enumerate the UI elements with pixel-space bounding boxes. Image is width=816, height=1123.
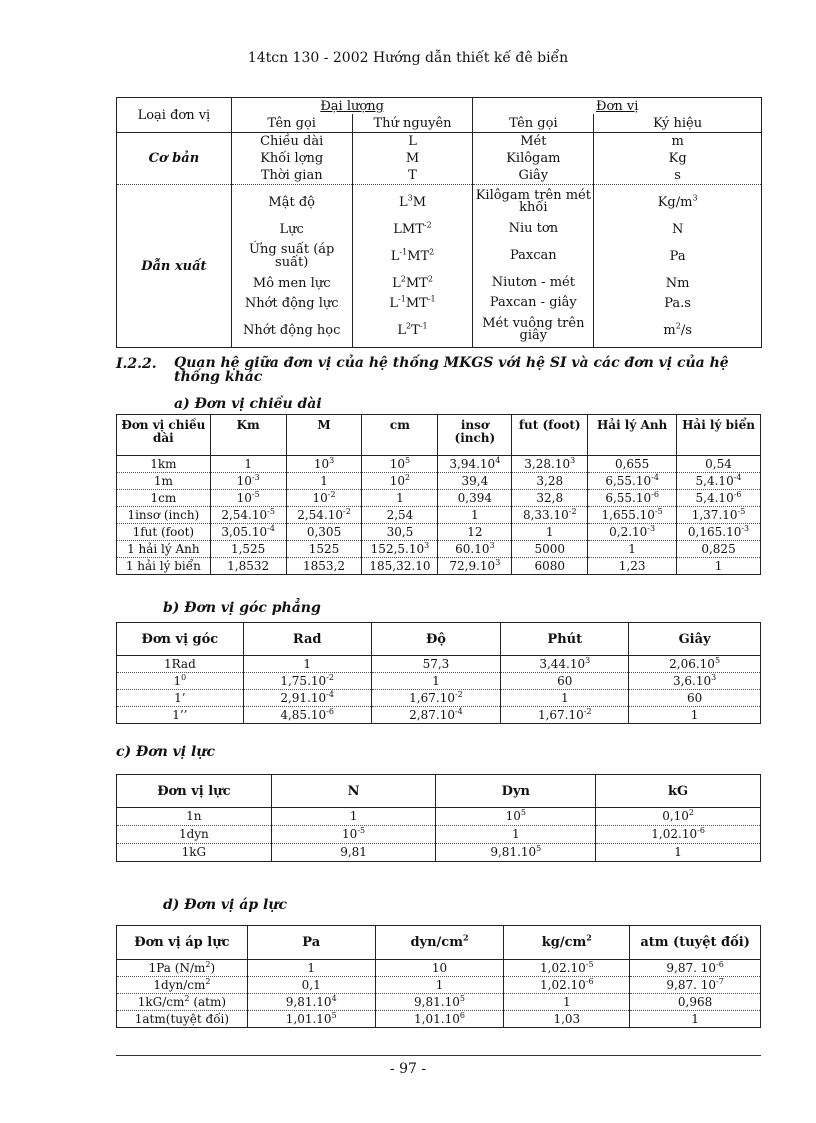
table-row: [117, 844, 761, 862]
table-cell: 1 hải lý Anh: [117, 541, 211, 558]
table-cell: $1^0$: [117, 673, 244, 690]
table-cell: 1,23: [588, 558, 677, 575]
table-cell: 1: [362, 490, 438, 507]
table-cell: 5000: [512, 541, 588, 558]
units-row: [117, 133, 762, 151]
table-row: [117, 960, 761, 977]
unit-name-cell: Kilôgam trên mét khối: [473, 185, 594, 220]
units-table: [116, 97, 762, 348]
table-cell: 0,1: [247, 977, 375, 994]
co-ban-label: Cơ bản: [117, 133, 232, 185]
symbol-cell: s: [594, 167, 762, 185]
table-cell: 2,06.10$^5$: [629, 656, 761, 673]
table-cell: $5,4.10^{-6}$: [677, 490, 761, 507]
table-cell: 1,03: [504, 1011, 630, 1028]
table-cell: 1: [247, 960, 375, 977]
table-cell: 12: [438, 524, 512, 541]
col-ten-goi-2: Tên gọi: [473, 114, 594, 133]
dimension-cell: $L^{-1}MT^2$: [352, 239, 473, 273]
unit-name-cell: Giây: [473, 167, 594, 185]
table-cell: $2,54.10^{-5}$: [210, 507, 286, 524]
section-number: I.2.2.: [116, 356, 157, 372]
table-cell: $10^3$: [286, 456, 362, 473]
column-header: Pa: [247, 926, 375, 960]
table-cell: $10^{-5}$: [210, 490, 286, 507]
symbol-cell: m: [594, 133, 762, 151]
column-header: Hải lý Anh: [588, 415, 677, 456]
column-header: Đơn vị lực: [117, 775, 272, 808]
symbol-cell: Nm: [594, 273, 762, 293]
table-cell: 10: [375, 960, 504, 977]
table-cell: 9,87. $10^{-7}$: [630, 977, 761, 994]
dimension-cell: $L^3M$: [352, 185, 473, 220]
table-cell: $1dyn/cm^2$: [117, 977, 248, 994]
name-cell: Thời gian: [231, 167, 352, 185]
unit-name-cell: Paxcan - giây: [473, 293, 594, 313]
table-cell: 1: [286, 473, 362, 490]
dimension-cell: $L^2T^{-1}$: [352, 313, 473, 348]
table-cell: 1: [271, 808, 436, 826]
table-cell: 0,655: [588, 456, 677, 473]
table-cell: 0,54: [677, 456, 761, 473]
table-row: [117, 541, 761, 558]
table-cell: 9,81.10$^4$: [247, 994, 375, 1011]
table-cell: 9,81: [271, 844, 436, 862]
table-cell: 3,44.10$^3$: [501, 656, 629, 673]
table-cell: 1fut (foot): [117, 524, 211, 541]
table-cell: 1,8532: [210, 558, 286, 575]
section-title: Quan hệ giữa đơn vị của hệ thống MKGS với hệ SI và các đơn vị của hệ thống khác: [174, 355, 729, 385]
table-cell: $10^5$: [362, 456, 438, 473]
name-cell: Chiều dài: [231, 133, 352, 151]
table-cell: 3,94.10$^4$: [438, 456, 512, 473]
column-header: Hải lý biển: [677, 415, 761, 456]
table-cell: 1kG: [117, 844, 272, 862]
unit-name-cell: Paxcan: [473, 239, 594, 273]
table-cell: 0,394: [438, 490, 512, 507]
symbol-cell: N: [594, 219, 762, 239]
angle-table: [116, 622, 761, 724]
unit-name-cell: Mét: [473, 133, 594, 151]
table-cell: $4,85.10^{-6}$: [243, 707, 371, 724]
table-cell: 1: [629, 707, 761, 724]
table-cell: $2,54.10^{-2}$: [286, 507, 362, 524]
table-cell: 1,01.10$^6$: [375, 1011, 504, 1028]
name-cell: Nhớt động lực: [231, 293, 352, 313]
table-cell: $6,55.10^{-6}$: [588, 490, 677, 507]
table-cell: 9,87. $10^{-6}$: [630, 960, 761, 977]
column-header: Rad: [243, 623, 371, 656]
page-number: - 97 -: [389, 1061, 427, 1077]
table-cell: 1: [677, 558, 761, 575]
table-cell: 9,81.10$^5$: [436, 844, 596, 862]
col-ten-goi: Tên gọi: [231, 114, 352, 133]
column-header: atm (tuyệt đối): [630, 926, 761, 960]
table-cell: $10^{-3}$: [210, 473, 286, 490]
table-cell: 1: [512, 524, 588, 541]
table-cell: $1,02.10^{-5}$: [504, 960, 630, 977]
name-cell: Nhớt động học: [231, 313, 352, 348]
table-cell: 0,305: [286, 524, 362, 541]
table-cell: 9,81.10$^5$: [375, 994, 504, 1011]
footer-rule: [116, 1055, 761, 1056]
column-header: Dyn: [436, 775, 596, 808]
table-cell: 1853,2: [286, 558, 362, 575]
column-header: insơ (inch): [438, 415, 512, 456]
table-cell: 1Pa $(N/m^2)$: [117, 960, 248, 977]
caption-angle: b) Đơn vị góc phẳng: [163, 600, 321, 616]
pressure-table: [116, 925, 761, 1028]
table-cell: $1,67.10^{-2}$: [371, 690, 501, 707]
column-header: Giây: [629, 623, 761, 656]
table-cell: 32,8: [512, 490, 588, 507]
unit-name-cell: Kilôgam: [473, 150, 594, 167]
table-cell: 1: [596, 844, 761, 862]
column-header: $kg/cm^2$: [504, 926, 630, 960]
table-cell: 39,4: [438, 473, 512, 490]
table-cell: $1,37.10^{-5}$: [677, 507, 761, 524]
table-row: [117, 977, 761, 994]
table-cell: $0,2.10^{-3}$: [588, 524, 677, 541]
dimension-cell: $LMT^{-2}$: [352, 219, 473, 239]
table-cell: 1: [436, 826, 596, 844]
table-cell: 1: [630, 1011, 761, 1028]
table-cell: $10^{-5}$: [271, 826, 436, 844]
table-row: [117, 673, 761, 690]
table-row: [117, 826, 761, 844]
dan-xuat-label: Dẫn xuất: [141, 258, 207, 274]
dimension-cell: $L^{-1}MT^{-1}$: [352, 293, 473, 313]
dimension-cell: L: [352, 133, 473, 151]
dimension-cell: M: [352, 150, 473, 167]
table-cell: 1: [501, 690, 629, 707]
col-loai: Loại đơn vị: [117, 98, 232, 133]
name-cell: Lực: [231, 219, 352, 239]
table-cell: 3,28: [512, 473, 588, 490]
caption-length: a) Đơn vị chiều dài: [174, 396, 322, 412]
table-cell: $1,655.10^{-5}$: [588, 507, 677, 524]
table-row: [117, 690, 761, 707]
dimension-cell: $L^2MT^2$: [352, 273, 473, 293]
table-row: [117, 994, 761, 1011]
table-cell: 0,10$^2$: [596, 808, 761, 826]
caption-pressure: d) Đơn vị áp lực: [163, 897, 287, 913]
table-cell: $1,02.10^{-6}$: [596, 826, 761, 844]
table-cell: 6080: [512, 558, 588, 575]
table-cell: $1,67.10^{-2}$: [501, 707, 629, 724]
column-header: cm: [362, 415, 438, 456]
length-table: [116, 414, 761, 575]
grp-don-vi: Đơn vị: [473, 98, 762, 115]
table-cell: $8,33.10^{-2}$: [512, 507, 588, 524]
col-ky-hieu: Ký hiệu: [594, 114, 762, 133]
table-row: [117, 473, 761, 490]
table-cell: 1dyn: [117, 826, 272, 844]
table-cell: 1,525: [210, 541, 286, 558]
table-row: [117, 507, 761, 524]
name-cell: Mật độ: [231, 185, 352, 220]
table-cell: $2,91.10^{-4}$: [243, 690, 371, 707]
caption-force: c) Đơn vị lực: [116, 744, 215, 760]
column-header: Phút: [501, 623, 629, 656]
table-cell: 185,32.10: [362, 558, 438, 575]
table-cell: $10^2$: [362, 473, 438, 490]
table-cell: 3,6.10$^3$: [629, 673, 761, 690]
col-thu-nguyen: Thứ nguyên: [352, 114, 473, 133]
table-cell: 60.10$^3$: [438, 541, 512, 558]
page-header: 14tcn 130 - 2002 Hướng dẫn thiết kế đê biển: [247, 50, 569, 66]
table-cell: 1Rad: [117, 656, 244, 673]
column-header: N: [271, 775, 436, 808]
table-cell: 60: [501, 673, 629, 690]
column-header: dyn/$cm^2$: [375, 926, 504, 960]
table-row: [117, 808, 761, 826]
grp-dai-luong: Đại lượng: [231, 98, 473, 115]
table-cell: $1,75.10^{-2}$: [243, 673, 371, 690]
table-cell: 1m: [117, 473, 211, 490]
unit-name-cell: Mét vuông trên giây: [473, 313, 594, 348]
table-cell: 60: [629, 690, 761, 707]
table-cell: $10^5$: [436, 808, 596, 826]
symbol-cell: Pa: [594, 239, 762, 273]
symbol-cell: $m^2/s$: [594, 313, 762, 348]
table-cell: $2,87.10^{-4}$: [371, 707, 501, 724]
table-row: [117, 656, 761, 673]
table-cell: 1insơ (inch): [117, 507, 211, 524]
table-cell: 152,5.10$^3$: [362, 541, 438, 558]
table-cell: $0,165.10^{-3}$: [677, 524, 761, 541]
table-row: [117, 524, 761, 541]
table-cell: 2,54: [362, 507, 438, 524]
dimension-cell: T: [352, 167, 473, 185]
table-cell: 1’’: [117, 707, 244, 724]
symbol-cell: Kg: [594, 150, 762, 167]
table-cell: $6,55.10^{-4}$: [588, 473, 677, 490]
table-row: [117, 707, 761, 724]
table-cell: 30,5: [362, 524, 438, 541]
column-header: M: [286, 415, 362, 456]
table-cell: 3,28.10$^3$: [512, 456, 588, 473]
table-row: [117, 456, 761, 473]
unit-name-cell: Niu tơn: [473, 219, 594, 239]
table-cell: 1: [210, 456, 286, 473]
table-cell: $3,05.10^{-4}$: [210, 524, 286, 541]
table-cell: 0,968: [630, 994, 761, 1011]
table-cell: 1 hải lý biển: [117, 558, 211, 575]
table-cell: 1: [504, 994, 630, 1011]
table-cell: 1: [438, 507, 512, 524]
table-cell: $1,02.10^{-6}$: [504, 977, 630, 994]
table-cell: 0,825: [677, 541, 761, 558]
column-header: kG: [596, 775, 761, 808]
table-cell: 1n: [117, 808, 272, 826]
column-header: Km: [210, 415, 286, 456]
name-cell: Mô men lực: [231, 273, 352, 293]
table-cell: 57,3: [371, 656, 501, 673]
table-cell: 1atm(tuyệt đối): [117, 1011, 248, 1028]
column-header: Đơn vị góc: [117, 623, 244, 656]
symbol-cell: Pa.s: [594, 293, 762, 313]
table-cell: 1: [588, 541, 677, 558]
column-header: fut (foot): [512, 415, 588, 456]
table-cell: 1: [243, 656, 371, 673]
table-cell: $10^{-2}$: [286, 490, 362, 507]
table-cell: 1km: [117, 456, 211, 473]
table-cell: 1: [371, 673, 501, 690]
unit-name-cell: Niutơn - mét: [473, 273, 594, 293]
table-cell: 1’: [117, 690, 244, 707]
table-cell: 1525: [286, 541, 362, 558]
table-row: [117, 1011, 761, 1028]
force-table: [116, 774, 761, 862]
table-cell: 1,01.10$^5$: [247, 1011, 375, 1028]
table-cell: 1cm: [117, 490, 211, 507]
table-cell: 72,9.10$^3$: [438, 558, 512, 575]
table-cell: 1: [375, 977, 504, 994]
table-cell: $5,4.10^{-4}$: [677, 473, 761, 490]
name-cell: Ứng suất (áp suất): [231, 239, 352, 273]
units-row: [117, 185, 762, 220]
table-cell: $1kG/cm^2$ (atm): [117, 994, 248, 1011]
table-row: [117, 558, 761, 575]
column-header: Độ: [371, 623, 501, 656]
name-cell: Khối lợng: [231, 150, 352, 167]
table-row: [117, 490, 761, 507]
symbol-cell: $Kg/m^3$: [594, 185, 762, 220]
column-header: Đơn vị áp lực: [117, 926, 248, 960]
column-header: Đơn vị chiều dài: [117, 415, 211, 456]
